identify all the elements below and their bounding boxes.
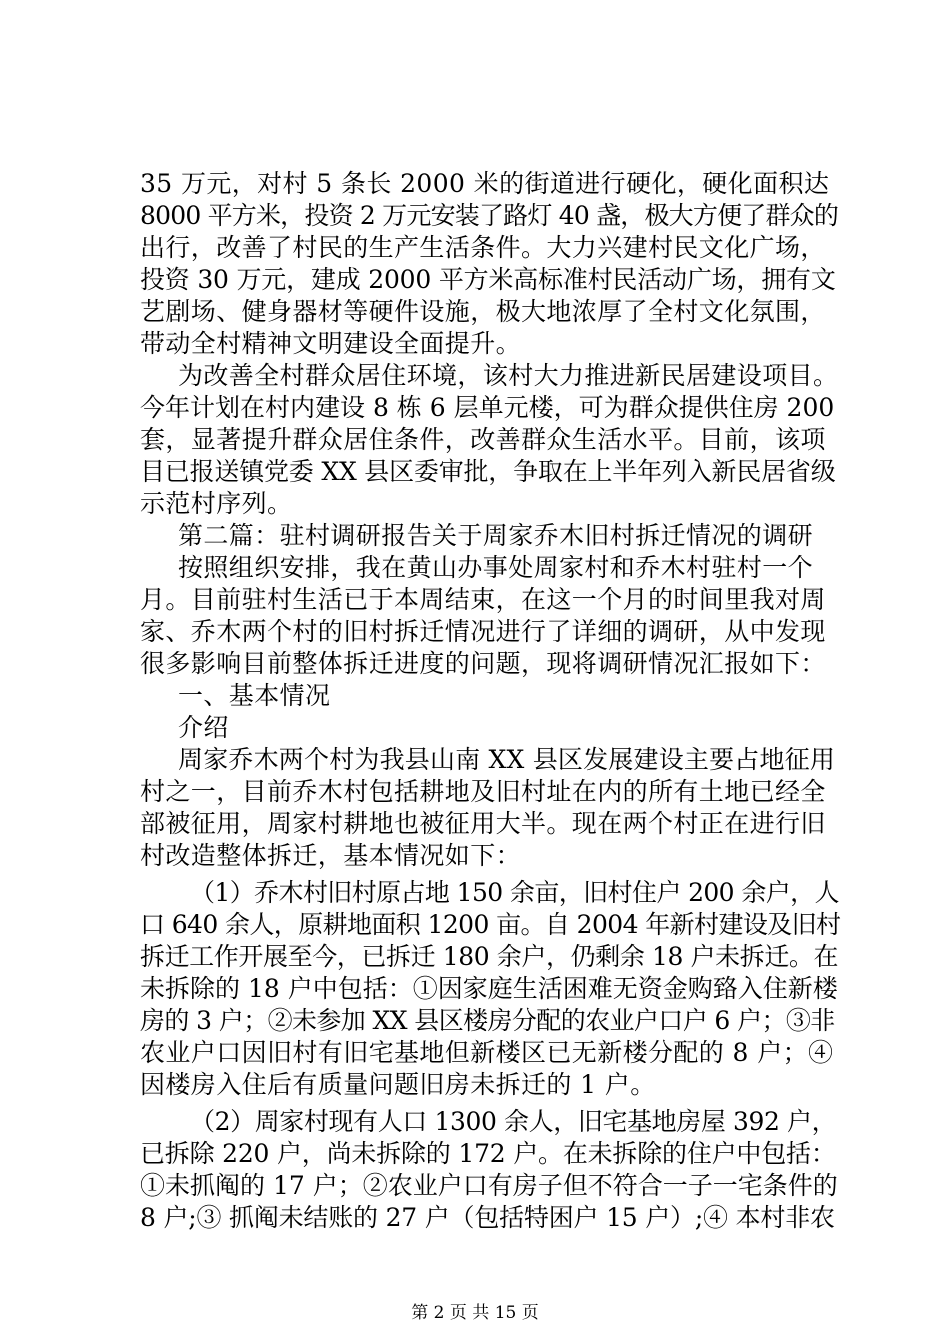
- section-heading: 第二篇：驻村调研报告关于周家乔木旧村拆迁情况的调研: [178, 521, 814, 550]
- text-line: （2）周家村现有人口 1300 余人，旧宅基地房屋 392 户，: [190, 1107, 837, 1136]
- text-line: 为改善全村群众居住环境，该村大力推进新民居建设项目。: [178, 361, 839, 390]
- text-line: 村改造整体拆迁，基本情况如下：: [140, 841, 522, 870]
- text-line: 今年计划在村内建设 8 栋 6 层单元楼，可为群众提供住房 200: [140, 393, 835, 422]
- text-line: 家、乔木两个村的旧村拆迁情况进行了详细的调研，从中发现: [140, 617, 826, 646]
- text-line: 带动全村精神文明建设全面提升。: [140, 329, 522, 358]
- text-line: 已拆除 220 户，尚未拆除的 172 户。在未拆除的住户中包括：: [140, 1139, 836, 1168]
- text-line: 口 640 余人，原耕地面积 1200 亩。自 2004 年新村建设及旧村: [140, 910, 841, 939]
- subsection-heading: 一、基本情况: [178, 681, 331, 710]
- text-line: 村之一，目前乔木村包括耕地及旧村址在内的所有土地已经全: [140, 777, 826, 806]
- text-line: 部被征用，周家村耕地也被征用大半。现在两个村正在进行旧: [140, 809, 826, 838]
- text-line: 目已报送镇党委 XX 县区委审批，争取在上半年列入新民居省级: [140, 457, 836, 486]
- text-line: 拆迁工作开展至今，已拆迁 180 余户，仍剩余 18 户未拆迁。在: [140, 942, 839, 971]
- text-line: 介绍: [178, 713, 229, 742]
- text-line: 未拆除的 18 户中包括：①因家庭生活困难无资金购臵入住新楼: [140, 974, 838, 1003]
- text-line: 因楼房入住后有质量问题旧房未拆迁的 1 户。: [140, 1070, 656, 1099]
- text-line: 月。目前驻村生活已于本周结束，在这一个月的时间里我对周: [140, 585, 826, 614]
- body-text: [140, 168, 840, 1234]
- text-line: ①未抓阄的 17 户；②农业户口有房子但不符合一子一宅条件的: [140, 1171, 838, 1200]
- text-line: 8 户;③ 抓阄未结账的 27 户（包括特困户 15 户）;④ 本村非农: [140, 1203, 835, 1232]
- text-line: 示范村序列。: [140, 489, 293, 518]
- text-line: 周家乔木两个村为我县山南 XX 县区发展建设主要占地征用: [178, 745, 836, 774]
- text-line: 8000 平方米，投资 2 万元安装了路灯 40 盏，极大方便了群众的: [140, 201, 839, 230]
- text-line: 艺剧场、健身器材等硬件设施，极大地浓厚了全村文化氛围，: [140, 297, 826, 326]
- text-line: 按照组织安排，我在黄山办事处周家村和乔木村驻村一个: [178, 553, 814, 582]
- text-line: （1）乔木村旧村原占地 150 余亩，旧村住户 200 余户，人: [190, 878, 839, 907]
- text-line: 套，显著提升群众居住条件，改善群众生活水平。目前，该项: [140, 425, 826, 454]
- text-line: 投资 30 万元，建成 2000 平方米高标准村民活动广场，拥有文: [140, 265, 836, 294]
- page-footer: 第 2 页 共 15 页: [411, 1303, 539, 1323]
- text-line: 房的 3 户；②未参加 XX 县区楼房分配的农业户口户 6 户；③非: [140, 1006, 835, 1035]
- text-line: 很多影响目前整体拆迁进度的问题，现将调研情况汇报如下：: [140, 649, 826, 678]
- text-line: 出行，改善了村民的生产生活条件。大力兴建村民文化广场，: [140, 233, 826, 262]
- text-line: 农业户口因旧村有旧宅基地但新楼区已无新楼分配的 8 户；④: [140, 1038, 834, 1067]
- text-line: 35 万元，对村 5 条长 2000 米的街道进行硬化，硬化面积达: [140, 169, 830, 198]
